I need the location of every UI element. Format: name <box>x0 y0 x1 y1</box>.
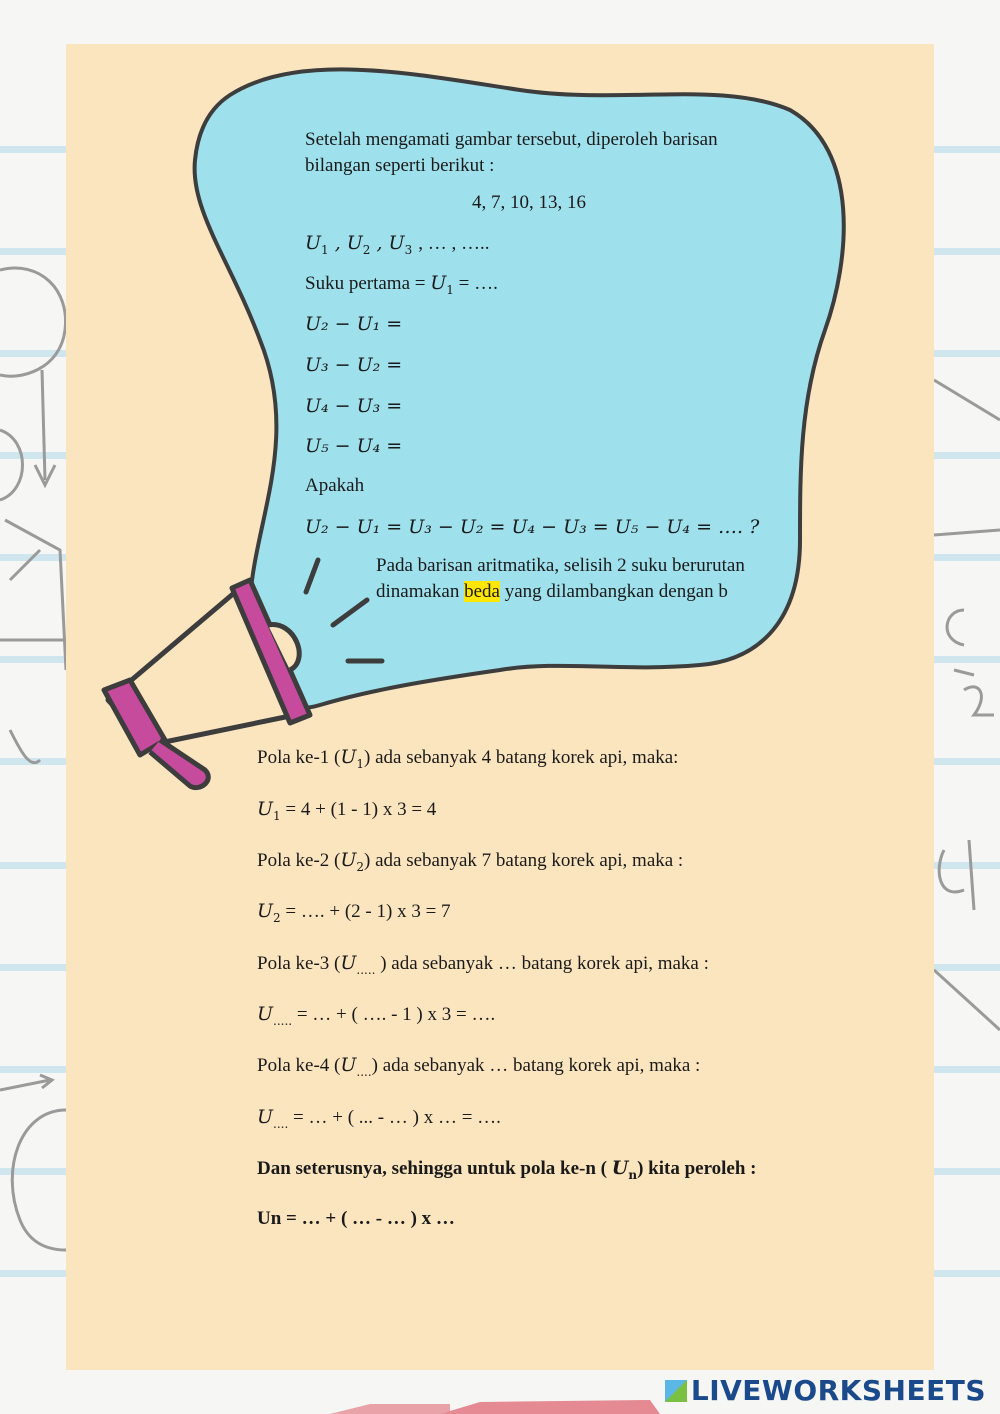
question-word: Apakah <box>305 475 365 496</box>
pattern-4-label: Pola ke-4 ( <box>257 1055 341 1076</box>
difference-1: U₂ − U₁ = <box>305 313 403 335</box>
bubble-intro: Setelah mengamati gambar tersebut, diperoleh barisan bilangan seperti berikut : <box>305 129 718 176</box>
formula-3-expr: = … + ( …. - 1 ) x 3 = …. <box>292 1004 496 1025</box>
conclusion-label: Dan seterusnya, sehingga untuk pola ke-n ( <box>257 1158 612 1179</box>
first-term-label: Suku pertama = <box>305 273 431 294</box>
terms-line-tail: , … , ….. <box>418 233 490 254</box>
difference-3: U₄ − U₃ = <box>305 395 403 417</box>
equality-question: U₂ − U₁ = U₃ − U₂ = U₄ − U₃ = U₅ − U₄ = …. ? <box>305 516 760 538</box>
beda-note-part2: yang dilambangkan dengan b <box>499 581 728 602</box>
formula-3: $U_{.....}$ = … + ( …. - 1 ) x 3 = …. <box>257 1003 496 1028</box>
formula-4-expr: = … + ( ... - … ) x … = …. <box>288 1107 501 1128</box>
pattern-2-desc: ) ada sebanyak 7 batang korek api, maka : <box>364 850 684 871</box>
formula-2: $U_2$ = …. + (2 - 1) x 3 = 7 <box>257 900 451 925</box>
pattern-2-text: Pola ke-2 $(U_2)$ ada sebanyak 7 batang korek api, maka : <box>257 849 684 874</box>
difference-4: U₅ − U₄ = <box>305 435 403 457</box>
liveworksheets-logo <box>665 1374 986 1407</box>
doodle-left-bottom <box>0 1070 70 1270</box>
first-term-suffix: = …. <box>453 273 498 294</box>
beda-note <box>376 553 761 605</box>
conclusion-text: Dan seterusnya, sehingga untuk pola ke-n ( $U_n$) kita peroleh : <box>257 1157 757 1182</box>
difference-2: U₃ − U₂ = <box>305 354 403 376</box>
formula-2-expr: = …. + (2 - 1) x 3 = 7 <box>280 901 451 922</box>
beda-note-part1: Pada barisan aritmatika, selisih 2 suku berurutan dinamakan <box>376 555 745 602</box>
formula-1: $U_1 = 4 + (1 - 1)$ x 3 = 4 <box>257 798 437 823</box>
beda-highlight: beda <box>464 581 500 602</box>
pencil-decor <box>330 1396 660 1414</box>
formula-1-expr: = 4 + (1 - 1) x 3 = 4 <box>280 799 437 820</box>
pattern-3-text: Pola ke-3 ($U_{.....}$ ) ada sebanyak … batang korek api, maka : <box>257 952 709 977</box>
general-formula: Un = … + ( … - … ) x … <box>257 1208 455 1229</box>
formula-4: $U_{....}$ = … + ( ... - … ) x … = …. <box>257 1106 501 1131</box>
pattern-4-text: Pola ke-4 $(U_{....})$ ada sebanyak … batang korek api, maka : <box>257 1054 701 1079</box>
conclusion-desc: ) kita peroleh : <box>637 1158 757 1179</box>
pattern-2-label: Pola ke-2 ( <box>257 850 341 871</box>
pattern-4-desc: ) ada sebanyak … batang korek api, maka : <box>371 1055 701 1076</box>
number-sequence: 4, 7, 10, 13, 16 <box>472 192 586 213</box>
first-term-line: Suku pertama = $U_1$ = …. <box>305 272 498 297</box>
pattern-1-text: Pola ke-1 $(U_1)$ ada sebanyak 4 batang korek api, maka: <box>257 746 679 771</box>
pattern-1-desc: ) ada sebanyak 4 batang korek api, maka: <box>364 747 679 768</box>
pattern-3-label: Pola ke-3 ( <box>257 953 341 974</box>
terms-line: $U_1$ , $U_2$ , $U_3$ , … , ….. <box>305 232 490 257</box>
brand-text: LIVEWORKSHEETS <box>690 1374 986 1407</box>
pattern-3-desc: ) ada sebanyak … batang korek api, maka : <box>375 953 709 974</box>
pattern-1-label: Pola ke-1 ( <box>257 747 341 768</box>
logo-icon <box>665 1380 687 1402</box>
